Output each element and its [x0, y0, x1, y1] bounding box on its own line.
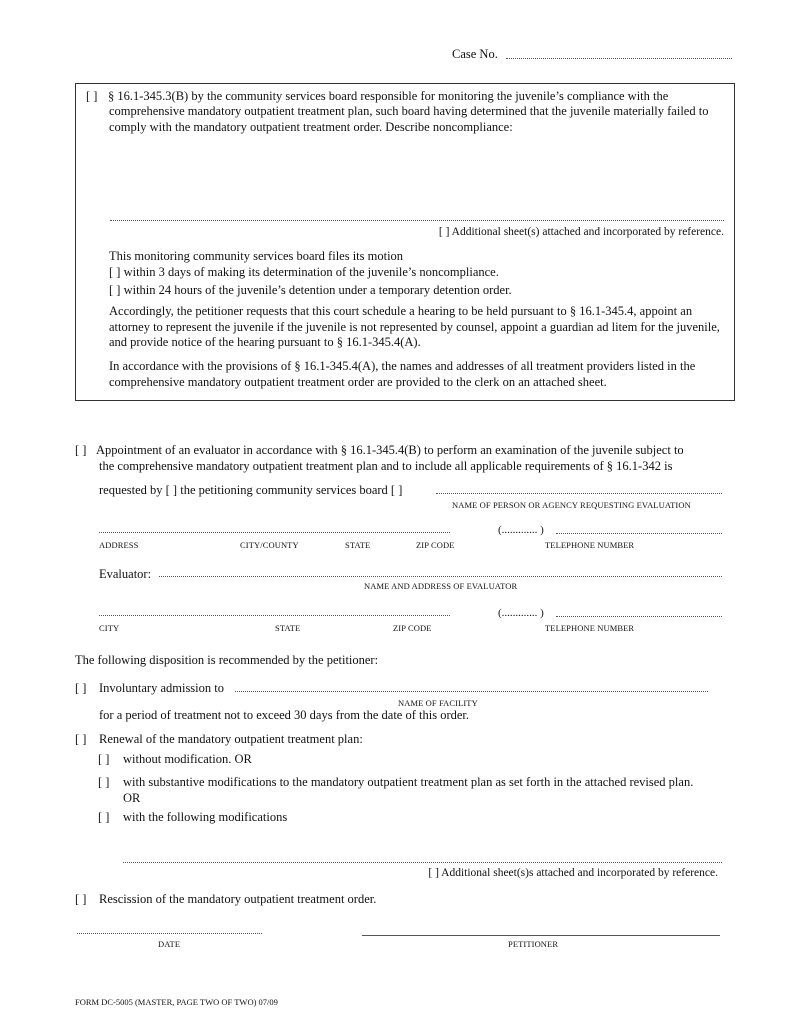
form-id: FORM DC-5005 (MASTER, PAGE TWO OF TWO) 07/09: [75, 997, 278, 1007]
substantive-checkbox[interactable]: [ ]: [98, 775, 110, 789]
telephone-field-2[interactable]: [556, 616, 722, 617]
petitioner-caption: PETITIONER: [508, 939, 559, 949]
files-motion-text: This monitoring community services board files its motion: [109, 249, 404, 263]
facility-caption: NAME OF FACILITY: [398, 698, 478, 708]
telephone-field[interactable]: [556, 533, 722, 534]
zip-caption-2: ZIP CODE: [393, 623, 432, 633]
without-mod-label: without modification. OR: [123, 752, 252, 766]
zip-caption: ZIP CODE: [416, 540, 455, 550]
evaluator-text-second: the comprehensive mandatory outpatient treatment plan and to include all applicable requirements of § 16.1-342 is: [99, 459, 673, 473]
case-no-label: Case No.: [452, 47, 498, 61]
evaluator-label: Evaluator:: [99, 567, 152, 581]
additional-sheets-checkbox-2[interactable]: [ ] Additional sheet(s)s attached and incorporated by reference.: [428, 867, 718, 879]
section-b-text-rest: comprehensive mandatory outpatient treatment plan, such board having determined that the juvenile materially failed to comply with the mandatory outpatient treatment order. Describe noncompliance:: [109, 104, 709, 134]
evaluator-checkbox[interactable]: [ ]: [75, 443, 87, 457]
petitioner-signature-field[interactable]: [362, 935, 720, 936]
evaluator-text-first: Appointment of an evaluator in accordance with § 16.1-345.4(B) to perform an examination of the juvenile subject to: [96, 443, 684, 457]
requester-field[interactable]: [436, 493, 722, 494]
or-label: OR: [123, 791, 141, 805]
substantive-label: with substantive modifications to the mandatory outpatient treatment plan as set forth in the attached revised plan.: [123, 775, 694, 789]
renewal-checkbox[interactable]: [ ]: [75, 732, 87, 746]
without-mod-checkbox[interactable]: [ ]: [98, 752, 110, 766]
following-mod-checkbox[interactable]: [ ]: [98, 810, 110, 824]
date-caption: DATE: [158, 939, 181, 949]
rescission-checkbox[interactable]: [ ]: [75, 892, 87, 906]
period-text: for a period of treatment not to exceed 30 days from the date of this order.: [99, 708, 470, 722]
in-accordance-text: In accordance with the provisions of § 16.1-345.4(A), the names and addresses of all treatment providers listed in the comprehensive mandatory outpatient treatment order are provided to the clerk on an attached sheet.: [109, 359, 696, 389]
area-code-field-2[interactable]: (............. ): [498, 607, 544, 619]
case-no-field[interactable]: [506, 58, 732, 59]
address-field[interactable]: [99, 532, 450, 533]
date-field[interactable]: [77, 933, 262, 934]
evaluator-caption: NAME AND ADDRESS OF EVALUATOR: [364, 581, 518, 591]
section-b-text-first: § 16.1-345.3(B) by the community services board responsible for monitoring the juvenile’s compliance with the: [108, 89, 669, 103]
evaluator-city-field[interactable]: [99, 615, 450, 616]
telephone-caption-2: TELEPHONE NUMBER: [545, 623, 635, 633]
involuntary-checkbox[interactable]: [ ]: [75, 681, 87, 695]
state-caption-2: STATE: [275, 623, 301, 633]
address-caption: ADDRESS: [99, 540, 139, 550]
option-24-hours[interactable]: [ ] within 24 hours of the juvenile’s detention under a temporary detention order.: [109, 283, 512, 297]
requester-caption: NAME OF PERSON OR AGENCY REQUESTING EVALUATION: [452, 500, 691, 510]
evaluator-field[interactable]: [159, 576, 722, 577]
rescission-label: Rescission of the mandatory outpatient treatment order.: [99, 892, 377, 906]
noncompliance-field[interactable]: [110, 220, 724, 221]
state-caption: STATE: [345, 540, 371, 550]
following-mod-label: with the following modifications: [123, 810, 288, 824]
telephone-caption: TELEPHONE NUMBER: [545, 540, 635, 550]
city-caption: CITY: [99, 623, 120, 633]
involuntary-label: Involuntary admission to: [99, 681, 224, 695]
modifications-field[interactable]: [123, 862, 722, 863]
additional-sheets-checkbox[interactable]: [ ] Additional sheet(s) attached and incorporated by reference.: [438, 226, 724, 238]
option-3-days[interactable]: [ ] within 3 days of making its determination of the juvenile’s noncompliance.: [109, 265, 499, 279]
requested-by-text[interactable]: requested by [ ] the petitioning community services board [ ]: [99, 483, 403, 497]
renewal-label: Renewal of the mandatory outpatient treatment plan:: [99, 732, 363, 746]
section-b-checkbox[interactable]: [ ]: [86, 89, 98, 103]
accordingly-text: Accordingly, the petitioner requests that this court schedule a hearing to be held pursuant to § 16.1-345.4, appoint an attorney to represent the juvenile if the juvenile is not represented by counsel, appoint a guardian ad litem for the juvenile, and provide notice of the hearing pursuant to § 16.1-345.4(A).: [109, 304, 720, 349]
city-county-caption: CITY/COUNTY: [240, 540, 299, 550]
facility-field[interactable]: [235, 691, 708, 692]
disposition-intro: The following disposition is recommended by the petitioner:: [75, 653, 379, 667]
area-code-field[interactable]: (............. ): [498, 524, 544, 536]
